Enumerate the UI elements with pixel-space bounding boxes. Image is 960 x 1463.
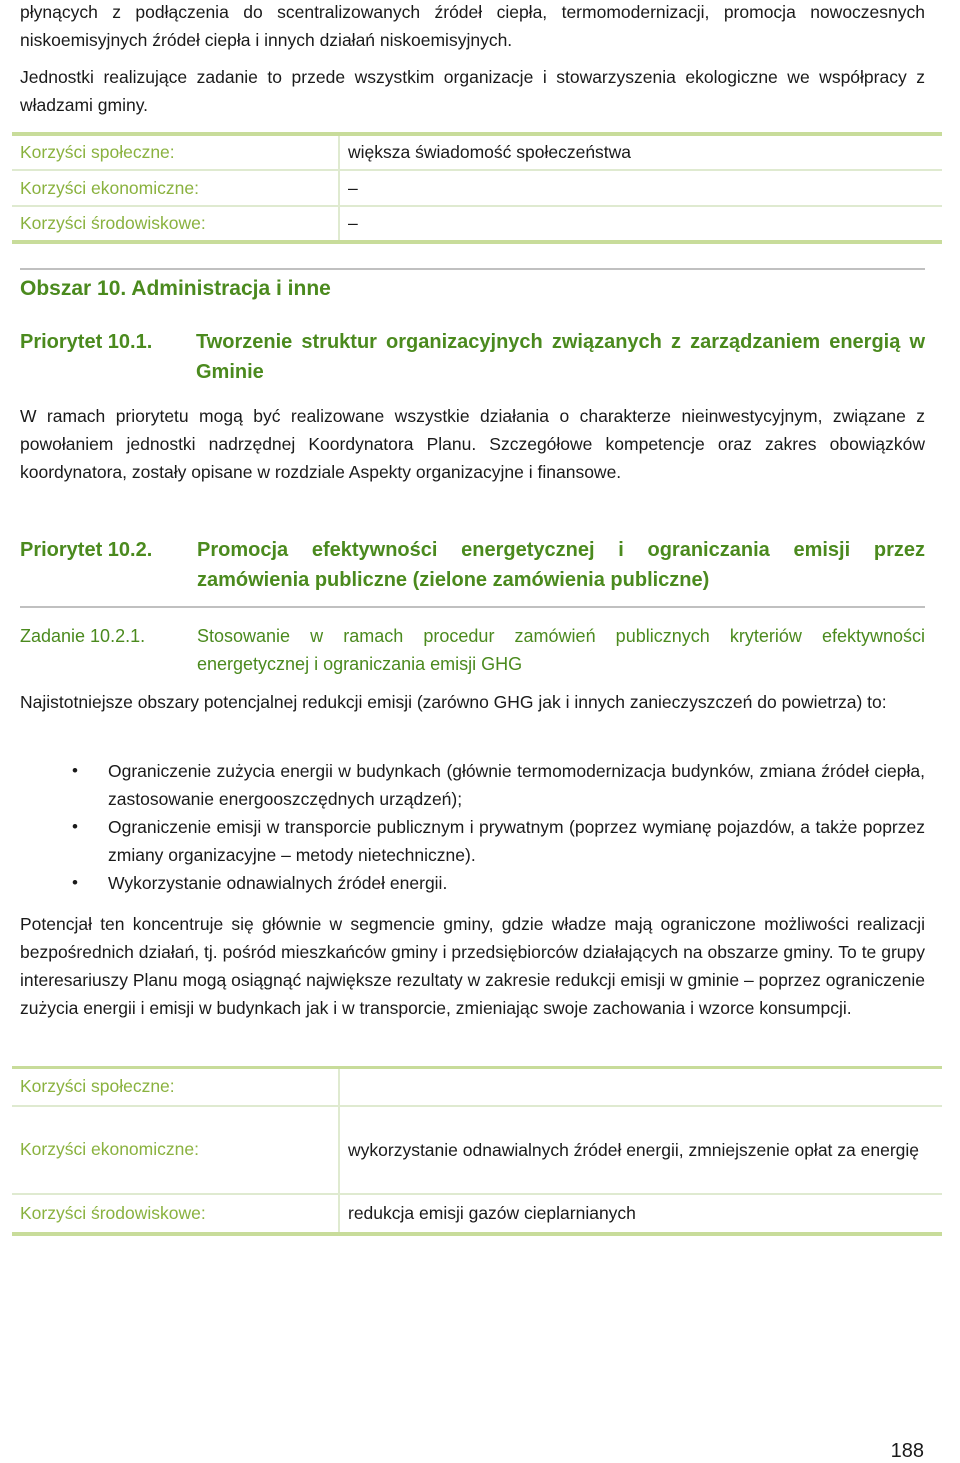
list-item [20, 813, 925, 869]
priority-1-text: W ramach priorytetu mogą być realizowane wszystkie działania o charakterze nieinwestycyjnym, związane z powołaniem jednostki nadrzędnej Koordynatora Planu. Szczegółowe kompetencje oraz zakres obowiązków koordynatora, zostały opisane w rozdziale Aspekty organizacyjne i finansowe. [20, 406, 925, 482]
social-benefits-label: Korzyści społeczne: [20, 142, 175, 162]
bullet-icon: • [72, 873, 78, 892]
list-item-text: Ograniczenie zużycia energii w budynkach (głównie termomodernizacja budynków, zmiana źródeł ciepła, zastosowanie energooszczędnych urządzeń); [108, 761, 925, 809]
task-title: Stosowanie w ramach procedur zamówień publicznych kryteriów efektywności energetycznej i ograniczania emisji GHG [197, 626, 925, 674]
table-row [12, 1068, 942, 1106]
bullet-icon: • [72, 761, 78, 780]
social-benefits-label: Korzyści społeczne: [20, 1076, 175, 1097]
final-paragraph: Potencjał ten koncentruje się głównie w segmencie gminy, gdzie władze mają ograniczone możliwości realizacji bezpośrednich działań, tj. pośród mieszkańców gminy i przedsiębiorców działających na obszarze gminy. To te grupy interesariuszy Planu mogą osiągnąć największe rezultaty w zakresie redukcji emisji w gminie – poprzez ograniczenie zużycia energii i emisji w budynkach jak i w transporcie, zmieniając swoje zachowania i wzorce konsumpcji. [20, 914, 925, 1018]
priority-title: Tworzenie struktur organizacyjnych związanych z zarządzaniem energią w Gminie [196, 331, 925, 383]
benefits-table-1 [12, 132, 942, 244]
page-number: 188 [890, 1440, 924, 1462]
bullet-icon: • [72, 817, 78, 836]
economic-benefits-value: – [339, 170, 942, 206]
social-benefits-value: większa świadomość społeczeństwa [339, 134, 942, 170]
intro-paragraph-1: płynących z podłączenia do scentralizowanych źródeł ciepła, termomodernizacji, promocja nowoczesnych niskoemisyjnych źródeł ciepła i innych działań niskoemisyjnych. [20, 2, 925, 50]
task-number: Zadanie 10.2.1. [20, 626, 146, 646]
environmental-benefits-label: Korzyści środowiskowe: [12, 1194, 339, 1234]
intro-paragraph-2: Jednostki realizujące zadanie to przede wszystkim organizacje i stowarzyszenia ekologiczne we współpracy z władzami gminy. [20, 67, 925, 115]
table-row [12, 134, 942, 170]
table-row [12, 1194, 942, 1234]
economic-benefits-label: Korzyści ekonomiczne: [12, 1106, 339, 1194]
list-item-text: Ograniczenie emisji w transporcie publicznym i prywatnym (poprzez wymianę pojazdów, a także poprzez zmiany organizacyjne – metody nietechniczne). [108, 817, 925, 865]
economic-benefits-value: wykorzystanie odnawialnych źródeł energii, zmniejszenie opłat za energię [339, 1106, 942, 1194]
list-item [20, 869, 925, 897]
priority-title: Promocja efektywności energetycznej i ograniczania emisji przez zamówienia publiczne (zielone zamówienia publiczne) [197, 539, 925, 591]
environmental-benefits-value: redukcja emisji gazów cieplarnianych [339, 1194, 942, 1234]
priority-number: Priorytet 10.1. [20, 331, 153, 353]
table-row [12, 1106, 942, 1194]
priority-heading-2 [20, 535, 925, 595]
list-item-text: Wykorzystanie odnawialnych źródeł energii. [108, 873, 448, 893]
lead-paragraph: Najistotniejsze obszary potencjalnej redukcji emisji (zarówno GHG jak i innych zanieczyszczeń do powietrza) to: [20, 692, 887, 712]
table-row [12, 206, 942, 242]
bullet-list [20, 757, 925, 897]
task-heading [20, 606, 925, 678]
table-row [12, 170, 942, 206]
benefits-table-2 [12, 1066, 942, 1236]
social-benefits-value [339, 1068, 942, 1106]
priority-heading-1 [20, 327, 925, 387]
list-item [20, 757, 925, 813]
economic-benefits-label: Korzyści ekonomiczne: [12, 170, 339, 206]
area-title: Obszar 10. Administracja i inne [20, 268, 925, 301]
environmental-benefits-label: Korzyści środowiskowe: [12, 206, 339, 242]
environmental-benefits-value: – [339, 206, 942, 242]
priority-number: Priorytet 10.2. [20, 539, 153, 561]
